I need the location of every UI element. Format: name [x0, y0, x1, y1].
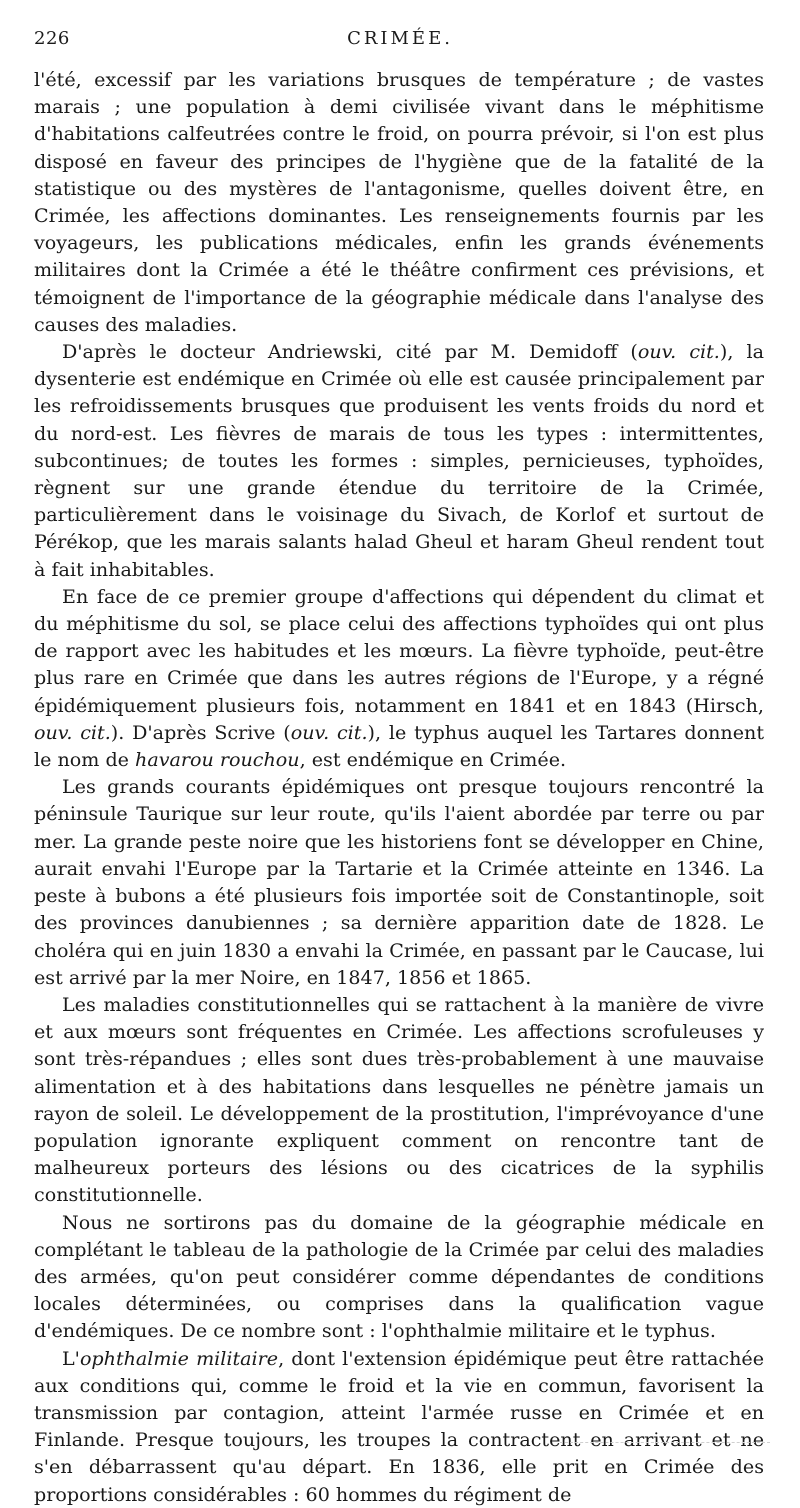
- paragraph-text: ), la dysenterie est endémique en Crimée où elle est causée principalement par les refroidissements brusques que produisent les vents froids du nord et du nord-est. Les fièvres de marais de tous les types : intermittentes, subcontinues; de toutes les formes : simples, pernicieuses, typhoïdes, règnent sur une grande étendue du territoire de la Crimée, particulièrement dans le voisinage du Sivach, de Korlof et surtout de Pérékop, que les marais salants halad Gheul et haram Gheul rendent tout à fait inhabitables.: [34, 340, 764, 581]
- paragraph-text: L': [62, 1346, 80, 1370]
- paragraph: [34, 338, 764, 583]
- paragraph: [34, 583, 764, 773]
- italic-text: ouv. cit.: [637, 340, 720, 364]
- paragraph-text: Les maladies constitutionnelles qui se rattachent à la manière de vivre et aux mœurs sont fréquentes en Crimée. Les affections scrofuleuses y sont très-répandues ; elles sont dues très-probablement à une mauvaise alimentation et à des habitations dans lesquelles ne pénètre jamais un rayon de soleil. Le développement de la prostitution, l'imprévoyance d'une population ignorante expliquent comment on rencontre tant de malheureux porteurs des lésions ou des cicatrices de la syphilis constitutionnelle.: [34, 992, 764, 1207]
- paragraph: [34, 66, 764, 338]
- italic-text: ouv. cit.: [290, 720, 368, 744]
- paragraph: [34, 1345, 764, 1508]
- paragraph-text: Les grands courants épidémiques ont presque toujours rencontré la péninsule Taurique sur leur route, qu'ils l'aient abordée par terre ou par mer. La grande peste noire que les historiens font se développer en Chine, aurait envahi l'Europe par la Tartarie et la Crimée atteinte en 1346. La peste à bubons a été plusieurs fois importée soit de Constantinople, soit des provinces danubiennes ; sa dernière apparition date de 1828. Le choléra qui en juin 1830 a envahi la Crimée, en passant par le Caucase, lui est arrivé par la mer Noire, en 1847, 1856 et 1865.: [34, 775, 764, 989]
- paragraph-text: ). D'après Scrive (: [110, 720, 291, 744]
- running-head: [34, 28, 766, 56]
- faint-rule: [560, 1442, 770, 1443]
- italic-text: ouv. cit.: [34, 720, 111, 744]
- paragraph-text: l'été, excessif par les variations brusques de température ; de vastes marais ; une population à demi civilisée vivant dans le méphitisme d'habitations calfeutrées contre le froid, on pourra prévoir, si l'on est plus disposé en faveur des principes de l'hygiène que de la fatalité de la statistique ou des mystères de l'antagonisme, quelles doivent être, en Crimée, les affections dominantes. Les renseignements fournis par les voyageurs, les publications médicales, enfin les grands événements militaires dont la Crimée a été le théâtre confirment ces prévisions, et témoignent de l'importance de la géographie médicale dans l'analyse des causes des maladies.: [34, 68, 764, 336]
- body-text: [34, 66, 764, 1508]
- paragraph: [34, 773, 764, 991]
- italic-text: havarou rouchou: [135, 748, 300, 772]
- italic-text: ophthalmie militaire: [79, 1346, 279, 1370]
- paragraph-text: Nous ne sortirons pas du domaine de la géographie médicale en complétant le tableau de la pathologie de la Crimée par celui des maladies des armées, qu'on peut considérer comme dépendantes de conditions locales déterminées, ou comprises dans la qualification vague d'endémiques. De ce nombre sont : l'ophthalmie militaire et le typhus.: [34, 1210, 764, 1343]
- paragraph-text: , dont l'extension épidémique peut être rattachée aux conditions qui, comme le froid et la vie en commun, favorisent la transmission par contagion, atteint l'armée russe en Crimée et en Finlande. Presque toujours, les troupes la contractent en arrivant et ne s'en débarrassent qu'au départ. En 1836, elle prit en Crimée des proportions considérables : 60 hommes du régiment de: [34, 1346, 764, 1506]
- paragraph-text: ), le typhus auquel les Tartares donnent le nom de: [34, 720, 764, 772]
- running-title: CRIMÉE.: [347, 28, 453, 49]
- paragraph-text: En face de ce premier groupe d'affections qui dépendent du climat et du méphitisme du sol, se place celui des affections typhoïdes qui ont plus de rapport avec les habitudes et les mœurs. La fièvre typhoïde, peut-être plus rare en Crimée que dans les autres régions de l'Europe, y a régné épidémiquement plusieurs fois, notamment en 1841 et en 1843 (Hirsch,: [34, 584, 764, 717]
- paragraph: [34, 991, 764, 1209]
- paragraph: [34, 1209, 764, 1345]
- page-number: 226: [34, 28, 70, 49]
- paragraph-text: D'après le docteur Andriewski, cité par M. Demidoff (: [62, 340, 638, 364]
- paragraph-text: , est endémique en Crimée.: [299, 748, 567, 772]
